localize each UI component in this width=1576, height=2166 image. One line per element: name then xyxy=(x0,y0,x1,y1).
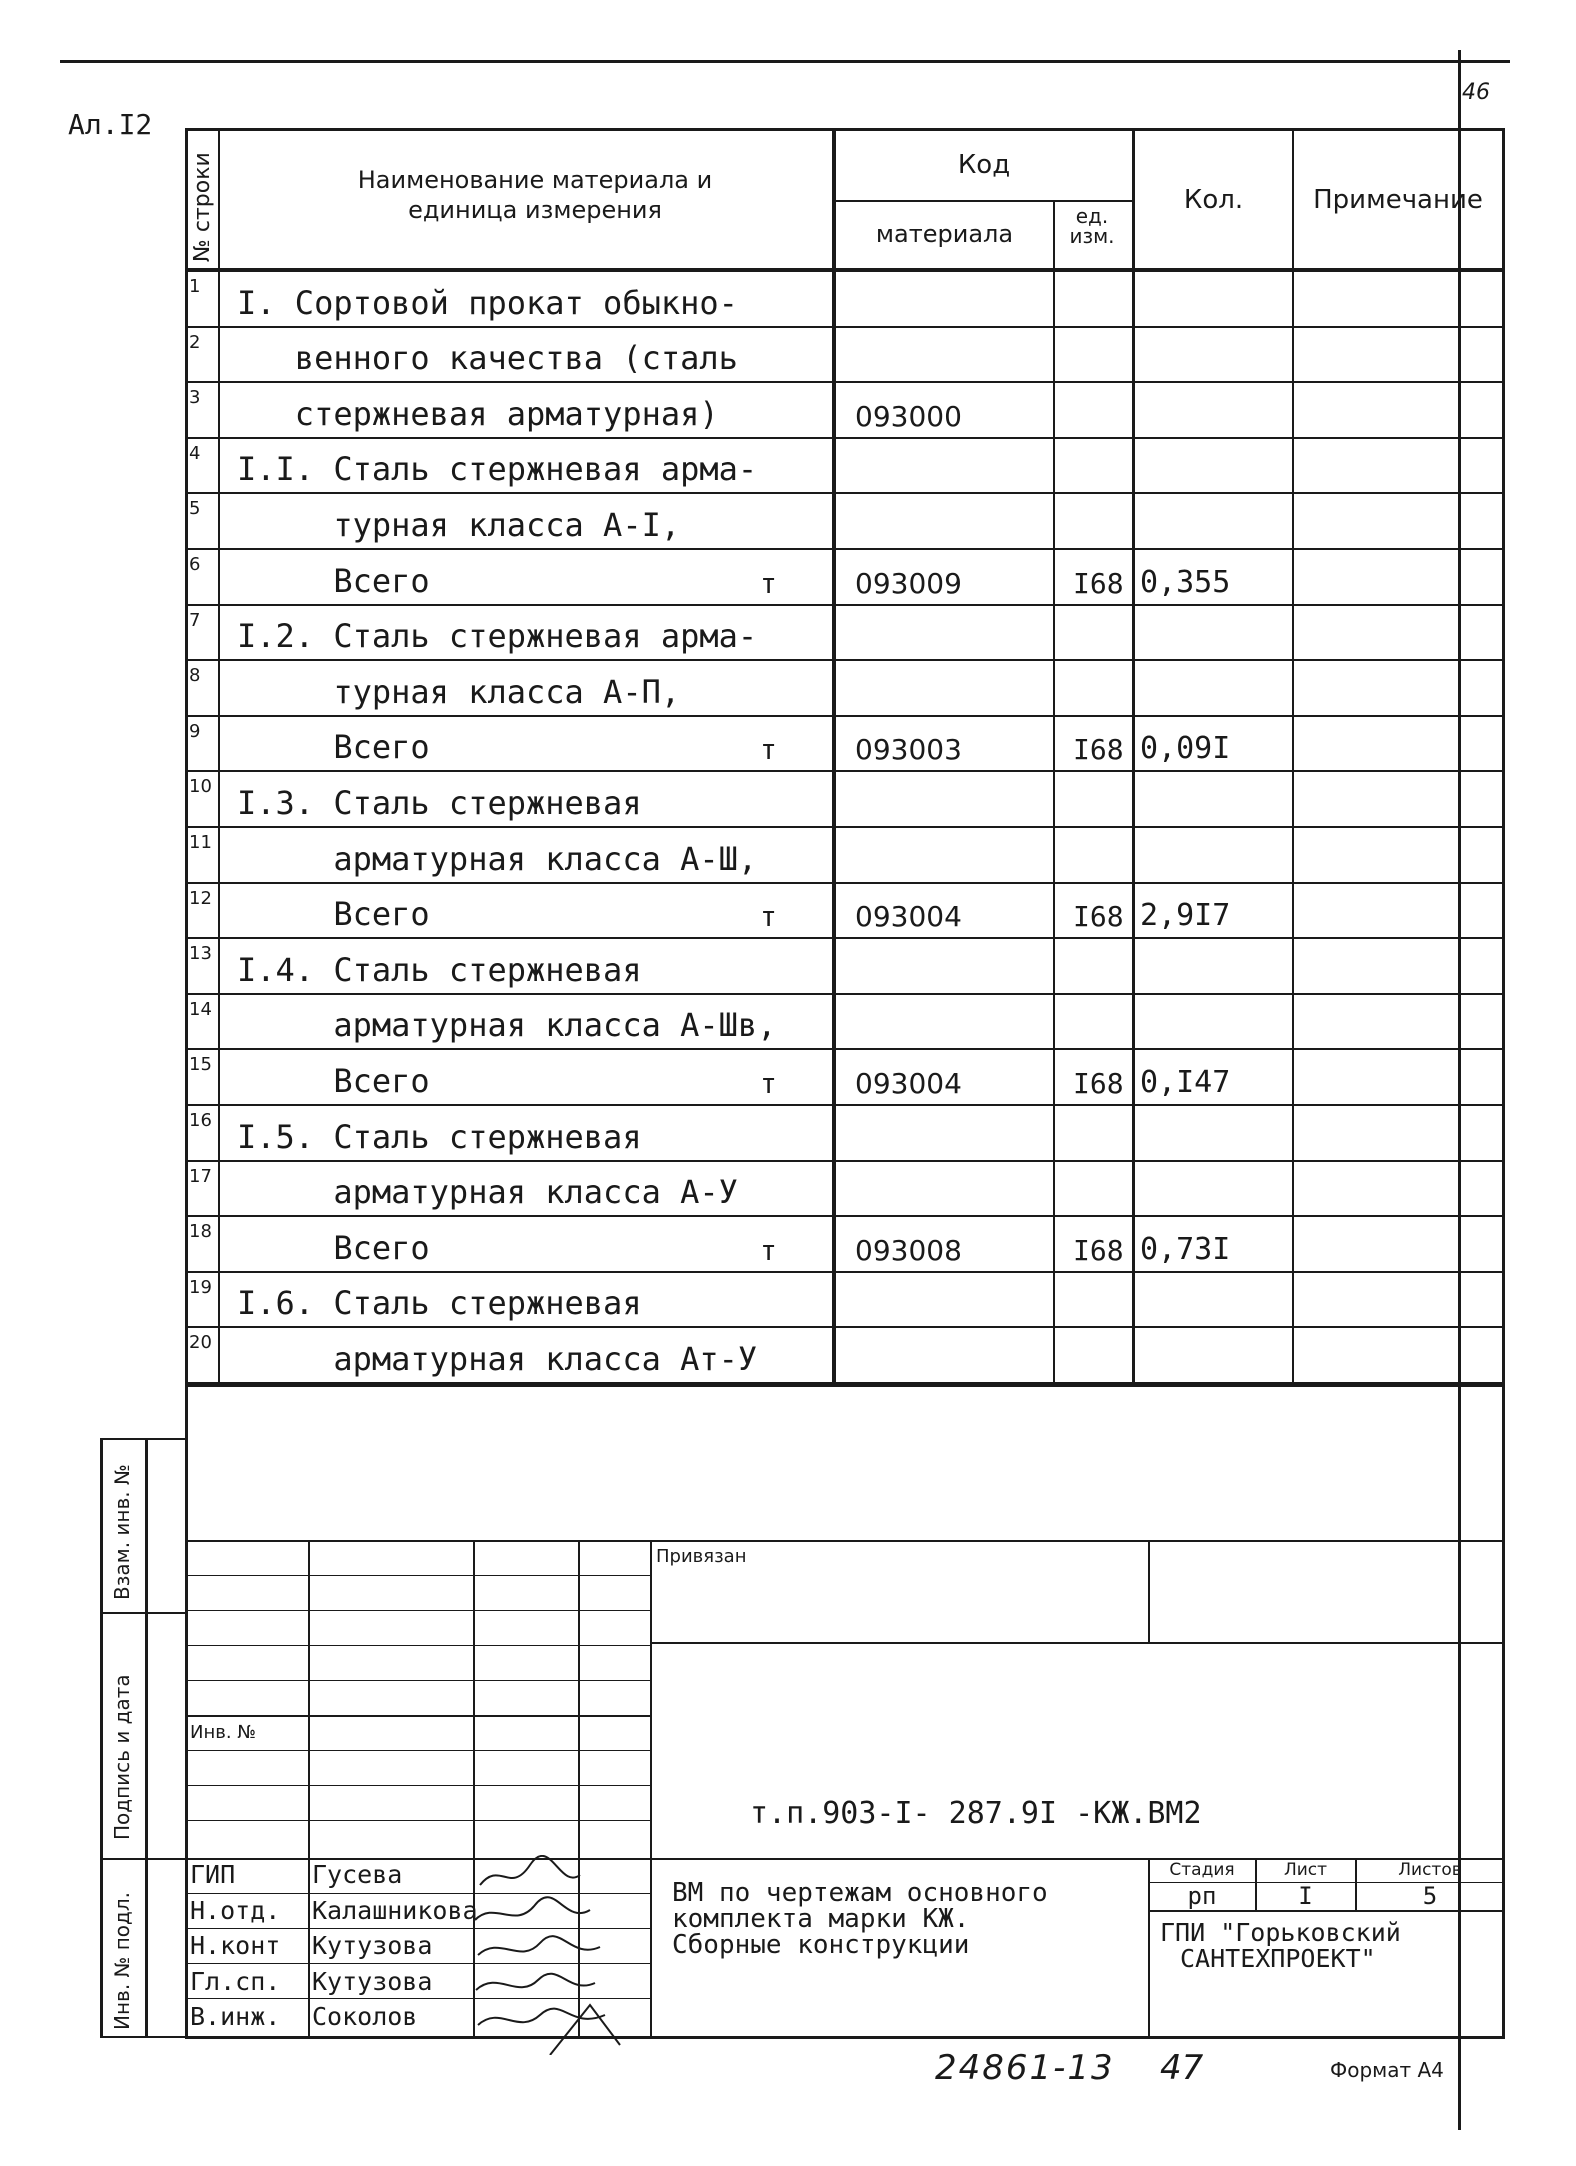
header-row-no: № строки xyxy=(190,152,215,262)
document-title xyxy=(672,1880,1048,1958)
table-row xyxy=(185,939,1505,995)
page-top-line xyxy=(60,60,1510,63)
staff-role: Н.конт xyxy=(190,1931,281,1960)
table-row xyxy=(185,383,1505,439)
row-number: 16 xyxy=(189,1110,212,1131)
row-number: 1 xyxy=(189,276,201,297)
sheets-header: Листов xyxy=(1398,1860,1462,1880)
header-name: Наименование материала и единица измерения xyxy=(357,166,713,224)
material-code: 093008 xyxy=(855,1233,962,1267)
org-line-2: САНТЕХПРОЕКТ" xyxy=(1180,1944,1376,1973)
label-podpis-data: Подпись и дата xyxy=(110,1674,134,1840)
table-row xyxy=(185,772,1505,828)
unit-code: I68 xyxy=(1073,900,1124,934)
staff-name: Кутузова xyxy=(312,1931,433,1960)
row-number: 7 xyxy=(189,609,201,631)
material-name: I.I. Сталь стержневая арма- xyxy=(237,450,758,489)
row-number: 13 xyxy=(189,943,212,965)
label-vzam-inv: Взам. инв. № xyxy=(110,1464,134,1600)
staff-name: Соколов xyxy=(312,2002,418,2031)
table-row xyxy=(185,661,1505,717)
doc-title-line-1: ВМ по чертежам основного xyxy=(672,1878,1048,1908)
doc-title-line-3: Сборные конструкции xyxy=(672,1930,970,1960)
material-name: Всего xyxy=(237,1061,430,1100)
staff-name: Калашникова xyxy=(312,1895,478,1925)
table-row xyxy=(185,717,1505,773)
material-name: арматурная класса А-Шв, xyxy=(237,1006,777,1045)
privyazan-label: Привязан xyxy=(656,1546,747,1567)
row-number: 12 xyxy=(189,887,212,909)
material-code: 093004 xyxy=(855,1066,962,1100)
row-number: 3 xyxy=(189,387,201,409)
table-row xyxy=(185,884,1505,940)
material-name: Всего xyxy=(237,728,430,767)
staff-role: В.инж. xyxy=(190,2002,281,2031)
material-name: I. Сортовой прокат обыкно- xyxy=(237,283,738,322)
quantity: 0,355 xyxy=(1140,564,1231,600)
table-row xyxy=(185,1328,1505,1384)
row-number: 15 xyxy=(189,1054,212,1076)
row-number: 19 xyxy=(189,1276,212,1298)
table-row xyxy=(185,328,1505,384)
unit: т xyxy=(760,1233,777,1267)
table-row xyxy=(185,1050,1505,1106)
unit: т xyxy=(760,900,777,934)
table-row xyxy=(185,1273,1505,1329)
unit-code: I68 xyxy=(1073,566,1124,600)
header-qty: Кол. xyxy=(1183,185,1244,215)
sheets-value: 5 xyxy=(1422,1882,1438,1910)
row-number: 10 xyxy=(189,776,212,798)
unit-code: I68 xyxy=(1073,1233,1124,1267)
row-number: 17 xyxy=(189,1165,212,1187)
material-name: Всего xyxy=(237,895,430,934)
staff-role: Гл.сп. xyxy=(190,1966,281,1996)
stage-header: Стадия xyxy=(1169,1860,1235,1880)
unit-code: I68 xyxy=(1073,1066,1124,1100)
row-number: 8 xyxy=(189,665,201,687)
table-row xyxy=(185,606,1505,662)
quantity: 0,I47 xyxy=(1140,1064,1231,1100)
material-name: Всего xyxy=(237,1228,430,1267)
stage-value: рп xyxy=(1187,1882,1217,1910)
material-name: турная класса A-I, xyxy=(237,505,681,544)
unit: т xyxy=(760,566,777,600)
table-row xyxy=(185,439,1505,495)
material-name: арматурная класса А-У xyxy=(237,1173,738,1212)
sheet-mark: Ал.I2 xyxy=(68,108,153,141)
signatures xyxy=(470,1855,650,2055)
page-number: 47 xyxy=(1160,2048,1204,2088)
material-name: Всего xyxy=(237,561,430,600)
row-number: 20 xyxy=(189,1332,212,1354)
quantity: 2,9I7 xyxy=(1140,898,1231,934)
material-name: венного качества (сталь xyxy=(237,339,738,378)
document-code: т.п.903-I- 287.9I -КЖ.ВМ2 xyxy=(750,1796,1202,1831)
row-number: 5 xyxy=(189,498,201,520)
material-name: I.5. Сталь стержневая xyxy=(237,1117,642,1156)
row-number: 14 xyxy=(189,998,212,1020)
sheet-header: Лист xyxy=(1283,1860,1328,1880)
table-row xyxy=(185,550,1505,606)
unit: т xyxy=(760,733,777,767)
row-number: 2 xyxy=(189,331,201,353)
header-code-unit: ед. изм. xyxy=(1069,204,1115,248)
unit: т xyxy=(760,1066,777,1100)
staff-name: Кутузова xyxy=(312,1966,433,1996)
staff-role: ГИП xyxy=(190,1860,236,1889)
row-number: 18 xyxy=(189,1221,212,1243)
material-code: 093000 xyxy=(855,399,962,433)
material-name: I.4. Сталь стержневая xyxy=(237,950,642,989)
page-corner-number: 46 xyxy=(1462,80,1490,105)
material-name: арматурная класса А-Ш, xyxy=(237,839,758,878)
material-name: турная класса А-П, xyxy=(237,672,681,711)
quantity: 0,73I xyxy=(1140,1231,1231,1267)
handwritten-number: 24861-13 xyxy=(935,2048,1115,2088)
sheet-value: I xyxy=(1298,1882,1313,1910)
row-number: 6 xyxy=(189,554,201,575)
inv-no-label: Инв. № xyxy=(190,1722,257,1743)
material-code: 093003 xyxy=(855,733,962,767)
row-number: 11 xyxy=(189,832,212,853)
doc-title-line-2: комплекта марки КЖ. xyxy=(672,1904,970,1934)
table-row xyxy=(185,272,1505,328)
quantity: 0,09I xyxy=(1140,731,1231,767)
material-name: I.3. Сталь стержневая xyxy=(237,783,642,822)
header-code: Код xyxy=(957,150,1011,180)
material-name: арматурная класса Ат-У xyxy=(237,1339,758,1378)
material-name: I.6. Сталь стержневая xyxy=(237,1284,642,1323)
material-code: 093004 xyxy=(855,900,962,934)
label-inv-podl: Инв. № подл. xyxy=(110,1892,134,2030)
material-name: I.2. Сталь стержневая арма- xyxy=(237,617,758,656)
material-code: 093009 xyxy=(855,566,962,600)
format-label: Формат А4 xyxy=(1330,2058,1444,2082)
table-row xyxy=(185,995,1505,1051)
row-number: 4 xyxy=(189,442,201,464)
table-row xyxy=(185,1217,1505,1273)
table-row xyxy=(185,1106,1505,1162)
unit-code: I68 xyxy=(1073,733,1124,767)
table-row xyxy=(185,1162,1505,1218)
org-line-1: ГПИ "Горьковский xyxy=(1160,1918,1401,1947)
staff-role: Н.отд. xyxy=(190,1895,281,1925)
header-code-material: материала xyxy=(875,220,1014,248)
table-row xyxy=(185,494,1505,550)
material-name: стержневая арматурная) xyxy=(237,394,719,433)
staff-name: Гусева xyxy=(312,1860,403,1889)
row-number: 9 xyxy=(189,720,201,742)
header-note: Примечание xyxy=(1313,185,1483,215)
table-row xyxy=(185,828,1505,884)
organization xyxy=(1160,1920,1401,1972)
